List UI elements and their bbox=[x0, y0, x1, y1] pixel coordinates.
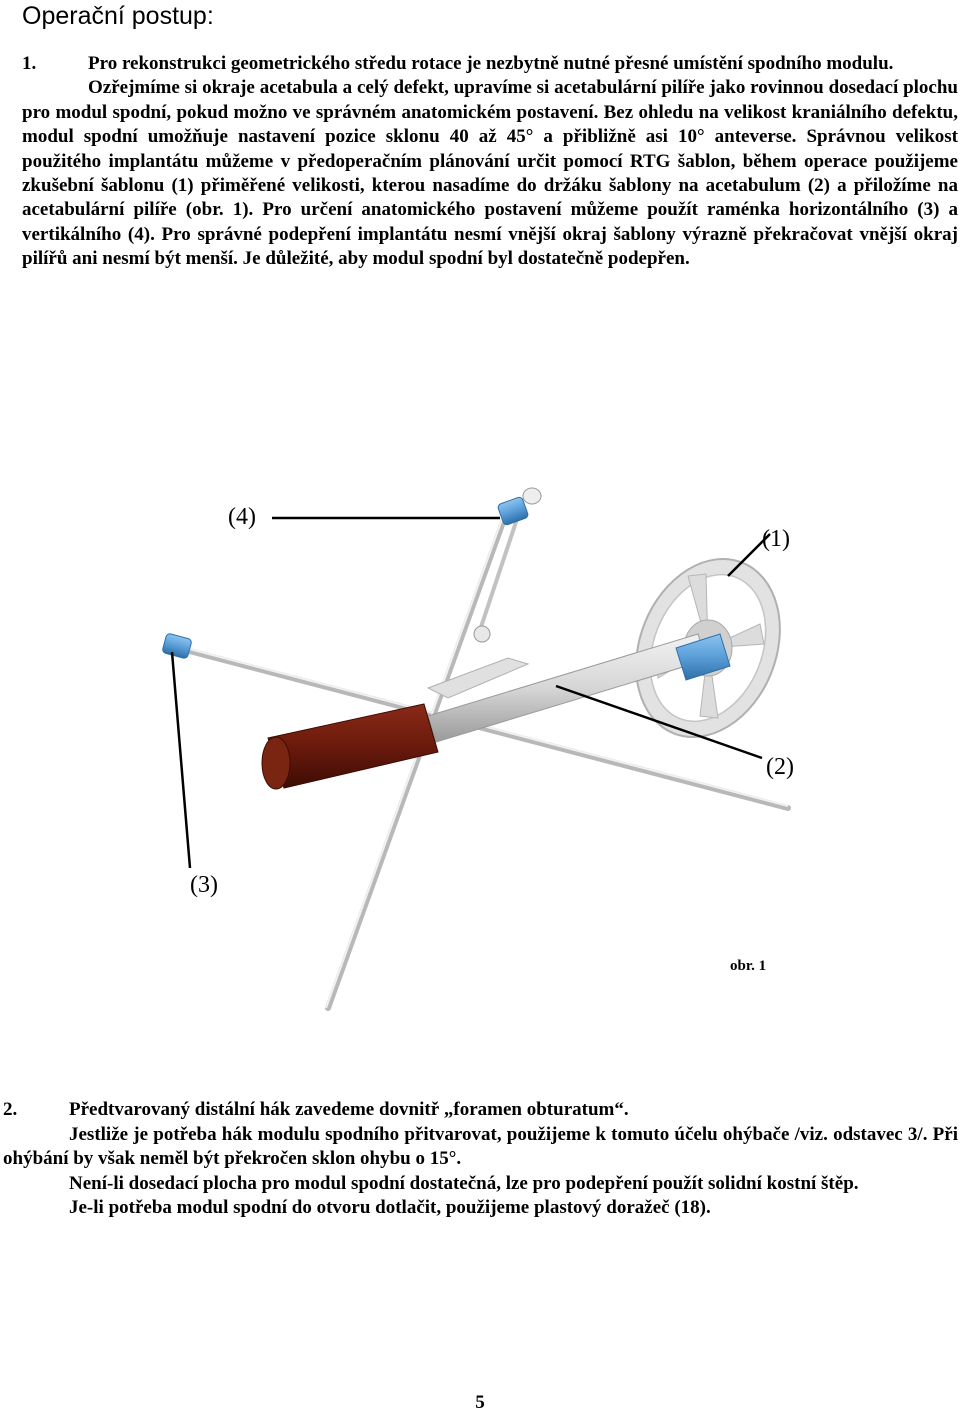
step-2-para4-text: Je-li potřeba modul spodní do otvoru dotlačit, použijeme plastový doražeč (18). bbox=[69, 1197, 711, 1218]
figure-1 bbox=[128, 448, 848, 1030]
label-2: (2) bbox=[766, 754, 794, 780]
step-2-paragraph-2 bbox=[3, 1123, 958, 1172]
step-2-para2-text: Jestliže je potřeba hák modulu spodního přitvarovat, použijeme k tomuto účelu ohýbače /viz. odstavec 3/. Při ohýbání by však neměl být překročen sklon ohybu o 15°. bbox=[3, 1123, 958, 1169]
label-4: (4) bbox=[228, 504, 256, 530]
page-number: 5 bbox=[475, 1392, 485, 1413]
step-2-paragraph-4 bbox=[3, 1196, 958, 1221]
page-heading: Operační postup: bbox=[22, 2, 214, 30]
step-1-number: 1. bbox=[22, 53, 37, 74]
step-2-paragraph-3 bbox=[3, 1172, 958, 1197]
step-2-first-line bbox=[3, 1098, 958, 1123]
label-1: (1) bbox=[762, 526, 790, 552]
step-2-section bbox=[3, 1098, 958, 1221]
step-1-body-text: Ozřejmíme si okraje acetabula a celý defekt, upravíme si acetabulární pilíře jako rovinnou dosedací plochu pro modul spodní, pokud možno ve správném anatomickém postavení. Bez ohledu na velikost kraniálního defektu, modul spodní umožňuje nastavení pozice sklonu 40 až 45° a přibližně asi 10° anteverse. Správnou velikost použitého implantátu můžeme v předoperačním plánování určit pomocí RTG šablon, během operace použijeme zkušební šablonu (1) přiměřené velikosti, kterou nasadíme do držáku šablony na acetabulum (2) a přiložíme na acetabulární pilíře (obr. 1). Pro určení anatomického postavení můžeme použít raménka horizontálního (3) a vertikálního (4). Pro správné podepření implantátu nesmí vnější okraj šablony výrazně překračovat vnější okraj pilířů ani nesmí být menší. Je důležité, aby modul spodní byl dostatečně podepřen. bbox=[22, 77, 958, 270]
step-1-body-paragraph bbox=[22, 76, 958, 271]
step-1-first-line: Pro rekonstrukci geometrického středu rotace je nezbytně nutné přesné umístění spodního modulu. bbox=[88, 53, 894, 74]
step-2-number: 2. bbox=[3, 1099, 18, 1120]
leader-line-3 bbox=[172, 652, 190, 868]
figure-caption: obr. 1 bbox=[730, 958, 767, 974]
instrument-illustration bbox=[128, 448, 848, 1030]
step-2-para3-text: Není-li dosedací plocha pro modul spodní dostatečná, lze pro podepření použít solidní kostní štěp. bbox=[69, 1172, 859, 1194]
label-3: (3) bbox=[190, 872, 218, 898]
step-2-line1: Předtvarovaný distální hák zavedeme dovnitř „foramen obturatum“. bbox=[69, 1099, 629, 1120]
step-1-first-paragraph bbox=[22, 52, 958, 76]
step-1-section bbox=[22, 52, 958, 272]
